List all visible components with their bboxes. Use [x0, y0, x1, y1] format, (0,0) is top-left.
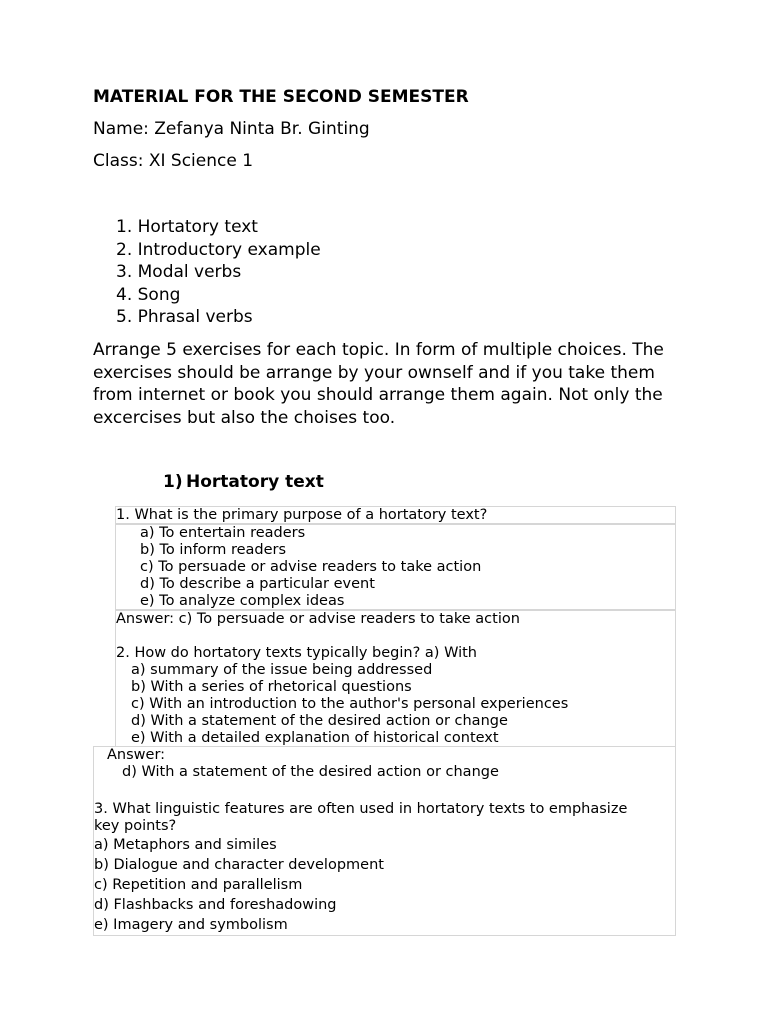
q2-option-d: d) With a statement of the desired action or change	[131, 713, 508, 729]
q2-option-e: e) With a detailed explanation of historical context	[131, 730, 499, 746]
student-class: Class: XI Science 1	[93, 151, 254, 171]
q3-option-e: e) Imagery and symbolism	[94, 917, 288, 933]
q2-answer-label: Answer:	[107, 747, 166, 763]
topic-item: 1. Hortatory text	[116, 217, 258, 237]
q3-option-d: d) Flashbacks and foreshadowing	[94, 897, 337, 913]
topic-list	[116, 216, 321, 329]
topic-item: 3. Modal verbs	[116, 262, 242, 283]
q1-option-b: b) To inform readers	[140, 542, 287, 558]
topic-item: 5. Phrasal verbs	[116, 307, 253, 328]
document-title: MATERIAL FOR THE SECOND SEMESTER	[93, 87, 469, 107]
q2-option-b: b) With a series of rhetorical questions	[131, 679, 412, 695]
q1-answer-q2-cell	[115, 610, 676, 747]
instructions-paragraph: Arrange 5 exercises for each topic. In form of multiple choices. The exercises should be arrange by your ownself and if you take them from internet or book you should arrange them again. Not only the excercises but also the choises too.	[93, 340, 664, 429]
q2-option-c: c) With an introduction to the author's personal experiences	[131, 696, 569, 712]
q1-question-cell	[115, 506, 676, 524]
q1-option-a: a) To entertain readers	[140, 525, 306, 541]
section-number: 1)	[163, 472, 183, 492]
q2-question: 2. How do hortatory texts typically begin? a) With	[116, 645, 477, 661]
q2-answer-q3-cell	[93, 746, 676, 936]
q1-options-cell	[115, 524, 676, 610]
q3-option-c: c) Repetition and parallelism	[94, 877, 303, 893]
q2-option-a: a) summary of the issue being addressed	[131, 662, 433, 678]
topic-item: 2. Introductory example	[116, 239, 321, 260]
student-name: Name: Zefanya Ninta Br. Ginting	[93, 119, 370, 139]
q3-question-line2: key points?	[94, 818, 177, 834]
topic-item: 4. Song	[116, 284, 181, 305]
q1-question: 1. What is the primary purpose of a hortatory text?	[116, 507, 488, 523]
q1-option-e: e) To analyze complex ideas	[140, 593, 345, 609]
q1-option-d: d) To describe a particular event	[140, 576, 375, 592]
section-title: Hortatory text	[186, 472, 324, 492]
q1-answer: Answer: c) To persuade or advise readers to take action	[116, 611, 520, 627]
q3-option-b: b) Dialogue and character development	[94, 857, 384, 873]
section-heading	[163, 472, 324, 492]
q2-answer: d) With a statement of the desired action or change	[122, 764, 499, 780]
q3-option-a: a) Metaphors and similes	[94, 837, 277, 853]
q1-option-c: c) To persuade or advise readers to take action	[140, 559, 482, 575]
q3-question-line1: 3. What linguistic features are often used in hortatory texts to emphasize	[94, 801, 628, 817]
